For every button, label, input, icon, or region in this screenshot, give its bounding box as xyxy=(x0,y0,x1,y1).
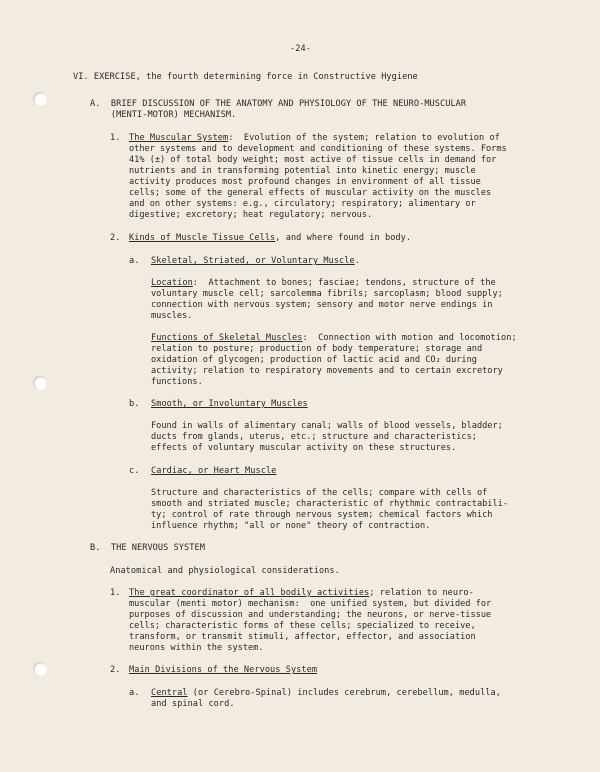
item-2c-line-4: influence rhythm; "all or none" theory of contraction. xyxy=(151,521,431,531)
item-1-line-6: cells; some of the general effects of muscular activity on the muscles xyxy=(129,188,492,198)
item-b1-body xyxy=(129,599,491,654)
item-b1-line-6: neurons within the system. xyxy=(129,643,264,653)
functions-body xyxy=(151,344,503,388)
item-b1-line-2: muscular (menti motor) mechanism: one unified system, but divided for xyxy=(129,599,492,609)
item-2b-body xyxy=(151,421,503,454)
item-2-title: Kinds of Muscle Tissue Cells xyxy=(129,233,276,243)
item-2b-letter: b. xyxy=(129,399,140,409)
functions-label: Functions of Skeletal Muscles xyxy=(151,333,303,343)
item-1-line-1: : Evolution of the system; relation to evolution of xyxy=(228,133,500,143)
functions-line-4: activity; relation to respiratory movements and to certain excretory xyxy=(151,366,503,376)
item-2c-letter: c. xyxy=(129,466,140,476)
item-1-title: The Muscular System xyxy=(129,133,229,143)
item-2b-line-1: Found in walls of alimentary canal; walls of blood vessels, bladder; xyxy=(151,421,503,431)
item-2c-line-3: ty; control of rate through nervous system; chemical factors which xyxy=(151,510,493,520)
item-1-line-3: 41% (±) of total body weight; most active of tissue cells in demand for xyxy=(129,155,497,165)
section-b-intro: Anatomical and physiological considerations. xyxy=(110,566,340,576)
item-2a-title: Skeletal, Striated, or Voluntary Muscle xyxy=(151,256,355,266)
item-1-line-7: and on other systems: e.g., circulatory; respiratory; alimentary or xyxy=(129,199,476,209)
item-b2-number: 2. xyxy=(110,665,121,675)
item-b2-title: Main Divisions of the Nervous System xyxy=(129,665,318,675)
item-b1-line-1: ; relation to neuro- xyxy=(369,588,474,598)
punch-hole-middle xyxy=(33,376,47,390)
item-2c-line-2: smooth and striated muscle; characteristic of rhythmic contractabili- xyxy=(151,499,508,509)
section-vi-heading: VI. EXERCISE, the fourth determining force in Constructive Hygiene xyxy=(73,72,418,82)
item-b1-title: The great coordinator of all bodily activities xyxy=(129,588,370,598)
item-b2a-first-line xyxy=(151,688,501,699)
item-2b-title xyxy=(151,399,308,410)
item-2c-title-text: Cardiac, or Heart Muscle xyxy=(151,466,277,476)
item-2a-period: . xyxy=(354,256,360,266)
location-line-4: muscles. xyxy=(151,311,193,321)
functions-line-3: oxidation of glycogen; production of lactic acid and CO₂ during xyxy=(151,355,477,365)
item-b1-line-4: cells; characteristic forms of these cells; specialized to receive, xyxy=(129,621,476,631)
item-2a-heading xyxy=(151,256,360,267)
location-line-3: connection with nervous system; sensory and motor nerve endings in xyxy=(151,300,493,310)
item-b2a-line-2: and spinal cord. xyxy=(151,699,235,709)
item-1-line-2: other systems and to development and conditioning of these systems. Forms xyxy=(129,144,507,154)
location-body xyxy=(151,289,503,322)
page-number: -24- xyxy=(290,44,311,54)
item-2b-line-2: ducts from glands, uterus, etc.; structure and characteristics; xyxy=(151,432,477,442)
item-2b-title-text: Smooth, or Involuntary Muscles xyxy=(151,399,308,409)
item-2b-line-3: effects of voluntary muscular activity on these structures. xyxy=(151,443,457,453)
item-b1-line-5: transform, or transmit stimuli, affector, effector, and association xyxy=(129,632,476,642)
location-line-1: : Attachment to bones; fasciae; tendons, structure of the xyxy=(192,278,496,288)
item-1-body xyxy=(129,144,507,221)
item-b2a-letter: a. xyxy=(129,688,140,698)
item-1-line-8: digestive; excretory; heat regulatory; nervous. xyxy=(129,210,373,220)
punch-hole-top xyxy=(33,92,47,106)
item-2c-title xyxy=(151,466,276,477)
item-2c-line-1: Structure and characteristics of the cells; compare with cells of xyxy=(151,488,488,498)
item-2-number: 2. xyxy=(110,233,121,243)
item-2c-body xyxy=(151,488,508,532)
item-2-line xyxy=(129,233,411,244)
location-label: Location xyxy=(151,278,193,288)
item-1-line-5: activity produces most profound changes in environment of all tissue xyxy=(129,177,481,187)
location-first-line xyxy=(151,278,496,289)
item-b2a-title: Central xyxy=(151,688,188,698)
location-line-2: voluntary muscle cell; sarcolemma fibrils; sarcoplasm; blood supply; xyxy=(151,289,503,299)
item-1-number: 1. xyxy=(110,133,121,143)
section-b-heading: B. THE NERVOUS SYSTEM xyxy=(90,543,205,553)
item-b2a-line-1: (or Cerebro-Spinal) includes cerebrum, cerebellum, medulla, xyxy=(187,688,502,698)
item-1-first-line xyxy=(129,133,500,144)
functions-line-5: functions. xyxy=(151,377,203,387)
functions-line-1: : Connection with motion and locomotion; xyxy=(302,333,517,343)
item-1-line-4: nutrients and in transforming potential into kinetic energy; muscle xyxy=(129,166,476,176)
item-2-rest: , and where found in body. xyxy=(275,233,412,243)
item-b1-line-3: purposes of discussion and understanding; the neurons, or nerve-tissue xyxy=(129,610,492,620)
item-b1-number: 1. xyxy=(110,588,121,598)
section-a-heading-line-2: (MENTI-MOTOR) MECHANISM. xyxy=(90,110,237,120)
section-a-heading-line-1: A. BRIEF DISCUSSION OF THE ANATOMY AND PHYSIOLOGY OF THE NEURO-MUSCULAR xyxy=(90,99,467,109)
punch-hole-bottom xyxy=(33,662,47,676)
functions-line-2: relation to posture; production of body temperature; storage and xyxy=(151,344,483,354)
item-b1-first-line xyxy=(129,588,474,599)
functions-first-line xyxy=(151,333,517,344)
item-2a-letter: a. xyxy=(129,256,140,266)
item-b2-heading xyxy=(129,665,317,676)
